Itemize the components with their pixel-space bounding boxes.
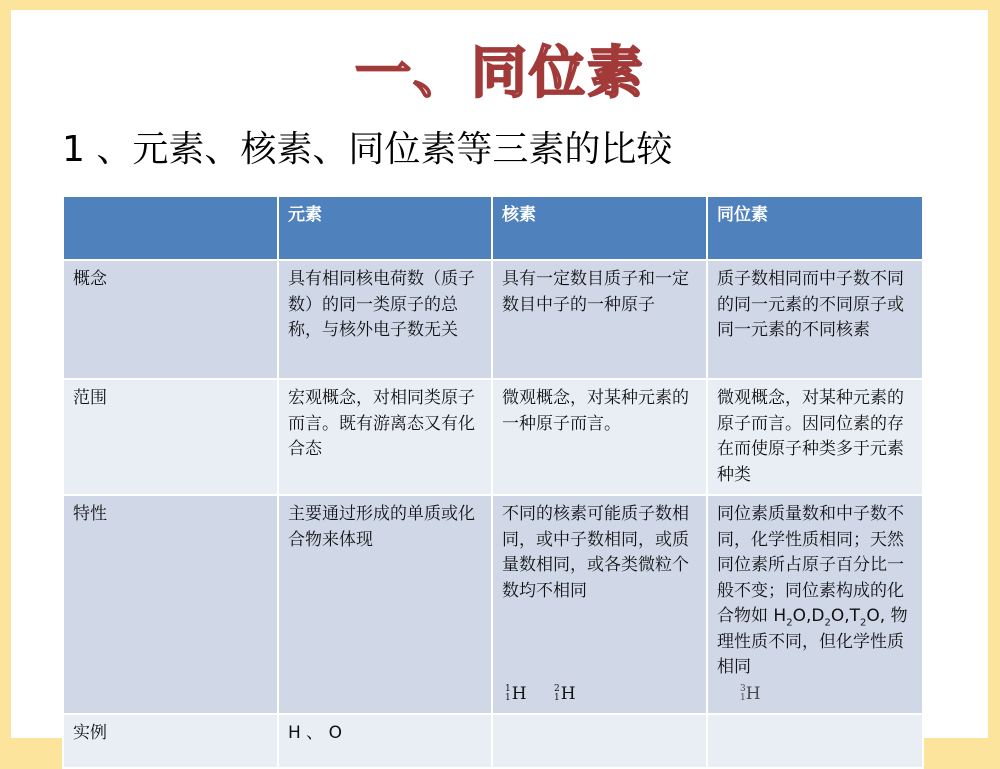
cell-isotope: 同位素质量数和中子数不同，化学性质相同；天然同位素所占原子百分比一般不变；同位素构成的化合物如 $H_2O,D_2O,T_2O$, 物理性质不同，但化学性质相同 3 1 H: [707, 495, 923, 714]
cell-nuclide: 具有一定数目质子和一定数目中子的一种原子: [492, 260, 707, 379]
cell-element: 宏观概念，对相同类原子而言。既有游离态又有化合态: [278, 379, 492, 495]
cell-nuclide: [492, 714, 707, 768]
slide-subtitle: 1 、元素、核素、同位素等三素的比较: [62, 129, 673, 170]
formula-t2o: $T_2O$,: [849, 606, 886, 629]
formula-h2o: $H_2O$,: [773, 606, 812, 629]
slide-title: 一、同位素: [355, 41, 645, 106]
cell-isotope: [707, 714, 923, 768]
cell-nuclide: [492, 495, 707, 714]
row-label: 范围: [63, 379, 278, 495]
header-cell-blank: [63, 196, 278, 260]
row-label: 实例: [63, 714, 278, 768]
comparison-table: [62, 195, 924, 769]
cell-element: 具有相同核电荷数（质子数）的同一类原子的总称，与核外电子数无关: [278, 260, 492, 379]
cell-isotope: 质子数相同而中子数不同的同一元素的不同原子或同一元素的不同核素: [707, 260, 923, 379]
cell-element: 主要通过形成的单质或化合物来体现: [278, 495, 492, 714]
header-cell-nuclide: 核素: [492, 196, 707, 260]
cell-nuclide-text: 不同的核素可能质子数相同，或中子数相同，或质量数相同，或各类微粒个数均不相同: [502, 504, 689, 601]
hydrogen-3-symbol: 3 1 H: [740, 683, 761, 704]
hydrogen-1-symbol: 1 1 H: [505, 683, 527, 704]
table-row-scope: [63, 379, 923, 495]
row-label: 特性: [63, 495, 278, 714]
header-cell-isotope: 同位素: [707, 196, 923, 260]
header-cell-element: 元素: [278, 196, 492, 260]
cell-nuclide: 微观概念，对某种元素的一种原子而言。: [492, 379, 707, 495]
nuclide-symbols: [505, 682, 598, 708]
table-row-concept: [63, 260, 923, 379]
cell-element: H 、 O: [278, 714, 492, 768]
cell-isotope: 微观概念，对某种元素的原子而言。因同位素的存在而使原子种类多于元素种类: [707, 379, 923, 495]
row-label: 概念: [63, 260, 278, 379]
hydrogen-2-symbol: 2 1 H: [553, 683, 576, 704]
table-header-row: [63, 196, 923, 260]
formula-d2o: $D_2O$,: [811, 606, 850, 629]
table-row-example: [63, 714, 923, 768]
table-row-property: [63, 495, 923, 714]
